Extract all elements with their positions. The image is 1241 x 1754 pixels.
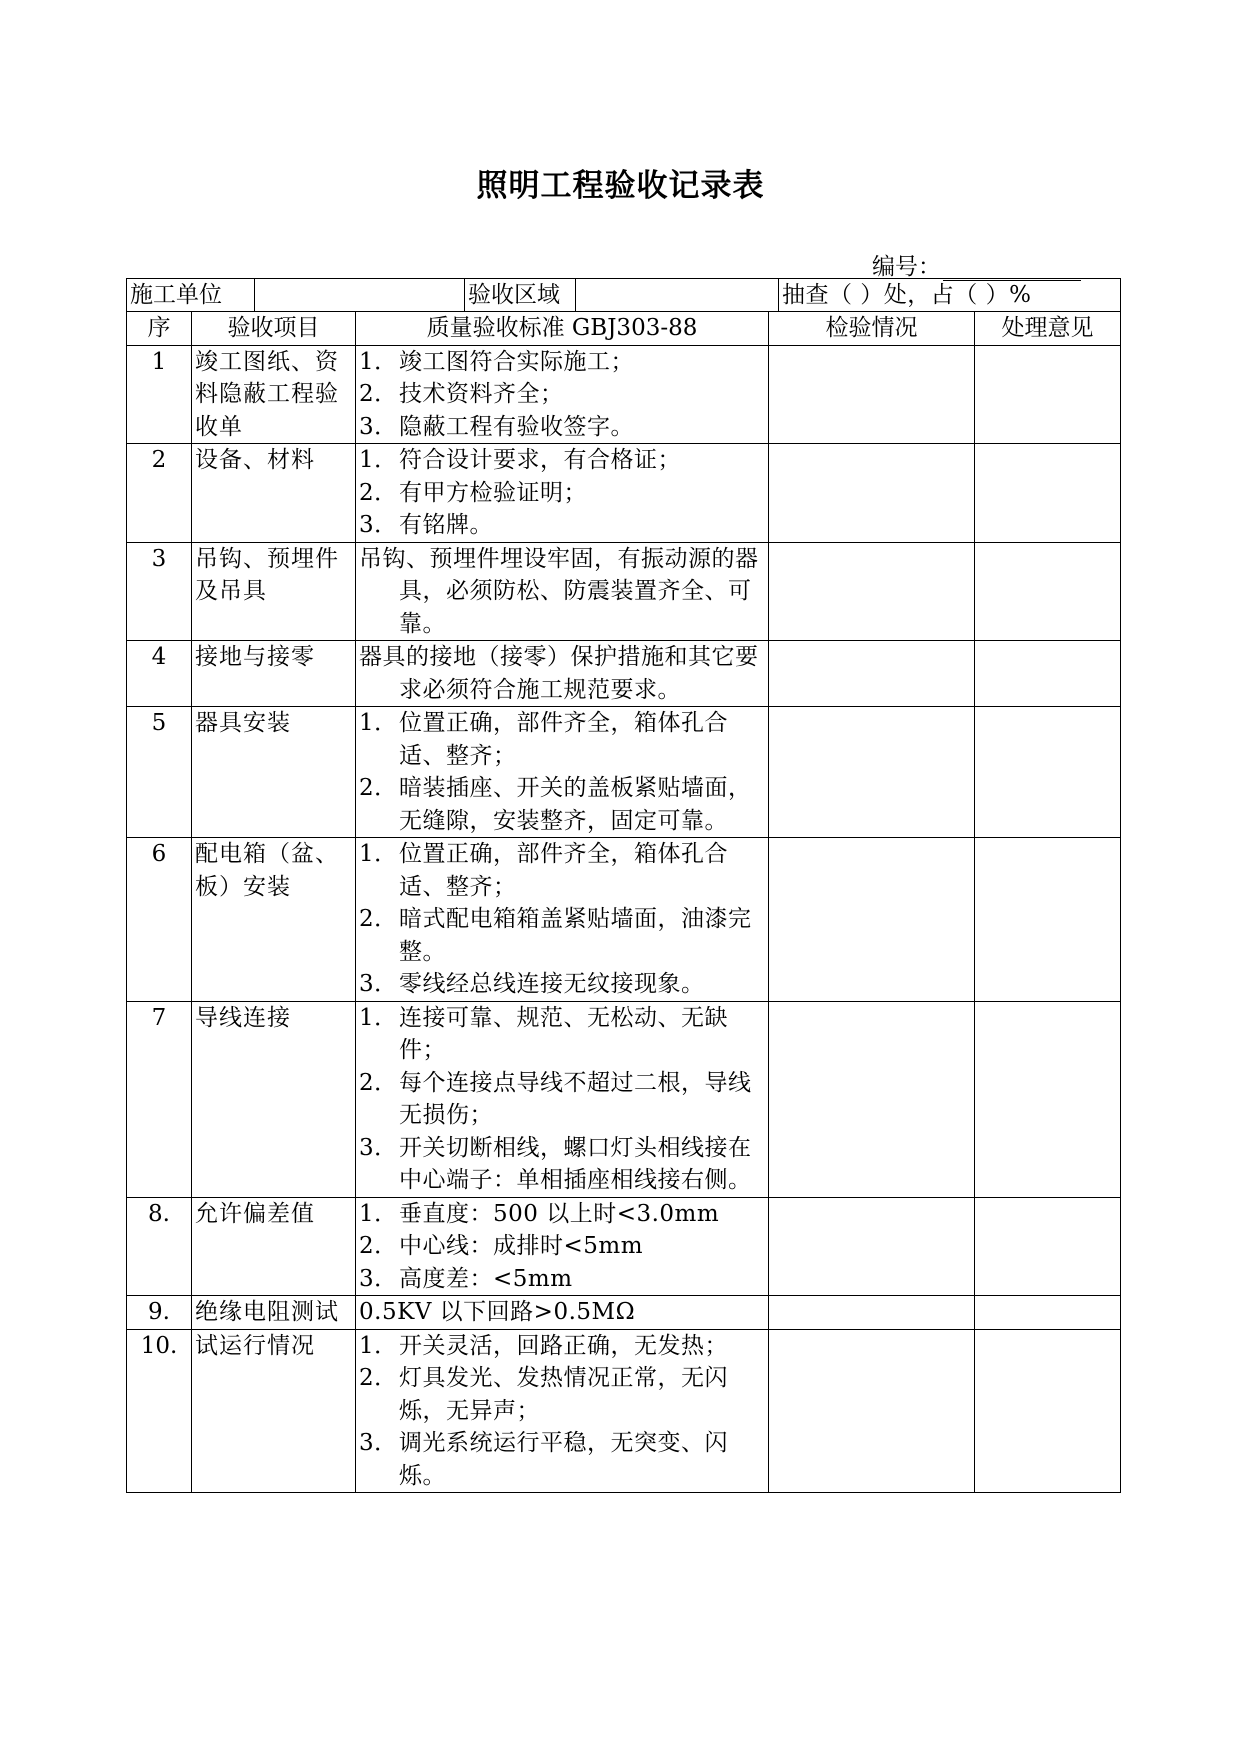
standard-text: 垂直度：500 以上时<3.0mm (399, 1200, 720, 1227)
standard-text: 每个连接点导线不超过二根，导线无损伤； (399, 1069, 752, 1128)
standard-line (359, 1132, 768, 1197)
row-standard (356, 1329, 769, 1493)
area-label: 验收区域 (465, 279, 576, 311)
standard-number: 1． (359, 447, 398, 473)
info-row (127, 279, 1121, 312)
standard-number: 2． (359, 479, 398, 506)
row-inspection-cell[interactable] (769, 838, 975, 1002)
standard-line (359, 477, 768, 510)
row-seq: 4 (127, 641, 192, 707)
standard-text: 暗式配电箱箱盖紧贴墙面，油漆完整。 (399, 906, 752, 965)
table-row (127, 1296, 1121, 1330)
standard-line (359, 968, 768, 1001)
row-seq: 2 (127, 444, 192, 543)
header-seq: 序 (127, 312, 192, 346)
standard-number: 1． (359, 841, 398, 867)
row-item: 配电箱（盆、板）安装 (192, 838, 356, 1002)
table-row (127, 1001, 1121, 1197)
row-standard (356, 838, 769, 1002)
standard-text: 零线经总线连接无纹接现象。 (399, 971, 705, 997)
row-item: 竣工图纸、资料隐蔽工程验收单 (192, 345, 356, 444)
row-seq: 9. (127, 1296, 192, 1330)
row-opinion-cell[interactable] (975, 542, 1121, 641)
standard-line (359, 378, 768, 411)
unit-label: 施工单位 (127, 279, 255, 311)
row-standard (356, 707, 769, 838)
standard-text: 有铭牌。 (399, 512, 493, 538)
standard-text: 吊钩、预埋件埋设牢固，有振动源的器具，必须防松、防震装置齐全、可靠。 (359, 545, 759, 637)
header-standard: 质量验收标准 GBJ303-88 (356, 312, 769, 346)
standard-number: 1． (359, 1004, 398, 1031)
standard-number: 2． (359, 1233, 398, 1259)
standard-number: 2． (359, 775, 398, 801)
row-opinion-cell[interactable] (975, 838, 1121, 1002)
row-opinion-cell[interactable] (975, 1329, 1121, 1493)
row-standard (356, 444, 769, 543)
row-seq: 10. (127, 1329, 192, 1493)
row-inspection-cell[interactable] (769, 1296, 975, 1330)
row-inspection-cell[interactable] (769, 1329, 975, 1493)
row-standard (356, 1197, 769, 1296)
row-inspection-cell[interactable] (769, 444, 975, 543)
standard-number: 2． (359, 1069, 398, 1096)
standard-number: 2． (359, 1365, 398, 1391)
row-opinion-cell[interactable] (975, 1197, 1121, 1296)
page-title: 照明工程验收记录表 (476, 168, 765, 204)
standard-text: 符合设计要求，有合格证； (399, 447, 681, 473)
standard-text: 技术资料齐全； (399, 381, 564, 407)
standard-number: 3． (359, 413, 398, 440)
standard-text: 连接可靠、规范、无松动、无缺件； (399, 1004, 728, 1063)
acceptance-table (126, 278, 1121, 1493)
standard-line (359, 1263, 768, 1296)
row-opinion-cell[interactable] (975, 641, 1121, 707)
row-seq: 7 (127, 1001, 192, 1197)
row-seq: 5 (127, 707, 192, 838)
standard-line (359, 444, 768, 477)
standard-text: 有甲方检验证明； (399, 479, 587, 506)
standard-text: 暗装插座、开关的盖板紧贴墙面，无缝隙，安装整齐，固定可靠。 (399, 775, 752, 834)
row-opinion-cell[interactable] (975, 444, 1121, 543)
row-item: 器具安装 (192, 707, 356, 838)
standard-number: 3． (359, 1265, 398, 1292)
standard-line (359, 903, 768, 968)
standard-text: 隐蔽工程有验收签字。 (399, 413, 634, 440)
table-row (127, 641, 1121, 707)
standard-number: 1． (359, 1200, 398, 1227)
row-standard (356, 542, 769, 641)
row-seq: 6 (127, 838, 192, 1002)
row-seq: 8. (127, 1197, 192, 1296)
row-inspection-cell[interactable] (769, 1197, 975, 1296)
standard-line (359, 1330, 768, 1363)
row-inspection-cell[interactable] (769, 542, 975, 641)
table-row (127, 542, 1121, 641)
row-item: 绝缘电阻测试 (192, 1296, 356, 1330)
standard-line (359, 346, 768, 379)
row-opinion-cell[interactable] (975, 1296, 1121, 1330)
sample-text: 抽查（ ）处，占（ ）% (782, 282, 1032, 308)
standard-line (359, 1362, 768, 1427)
row-inspection-cell[interactable] (769, 1001, 975, 1197)
standard-number: 1． (359, 710, 398, 736)
row-seq: 1 (127, 345, 192, 444)
standard-text: 中心线：成排时<5mm (399, 1233, 644, 1259)
row-item: 吊钩、预埋件及吊具 (192, 542, 356, 641)
standard-number: 1． (359, 1332, 398, 1359)
unit-value[interactable] (255, 279, 465, 311)
standard-line (359, 1198, 768, 1231)
standard-line (359, 1230, 768, 1263)
header-row (127, 312, 1121, 346)
table-row (127, 838, 1121, 1002)
standard-line (359, 1002, 768, 1067)
header-inspection: 检验情况 (769, 312, 975, 346)
standard-line (359, 509, 768, 542)
standard-text: 开关灵活，回路正确，无发热； (399, 1332, 728, 1359)
standard-text: 竣工图符合实际施工； (399, 348, 634, 375)
row-item: 试运行情况 (192, 1329, 356, 1493)
row-inspection-cell[interactable] (769, 345, 975, 444)
row-inspection-cell[interactable] (769, 641, 975, 707)
row-seq: 3 (127, 542, 192, 641)
row-standard (356, 1001, 769, 1197)
header-opinion: 处理意见 (975, 312, 1121, 346)
standard-number: 2． (359, 381, 398, 407)
standard-line (359, 772, 768, 837)
table-row (127, 707, 1121, 838)
standard-number: 3． (359, 971, 398, 997)
standard-line (359, 1427, 768, 1492)
standard-number: 3． (359, 512, 398, 538)
standard-text: 高度差：<5mm (399, 1265, 573, 1292)
row-item: 设备、材料 (192, 444, 356, 543)
row-standard (356, 1296, 769, 1330)
standard-text: 开关切断相线，螺口灯头相线接在中心端子：单相插座相线接右侧。 (399, 1134, 752, 1193)
standard-text: 位置正确，部件齐全，箱体孔合适、整齐； (399, 841, 728, 900)
standard-number: 1． (359, 348, 398, 375)
row-item: 导线连接 (192, 1001, 356, 1197)
table-row (127, 345, 1121, 444)
standard-line (359, 411, 768, 444)
area-value[interactable] (576, 279, 779, 311)
number-field (872, 248, 1081, 281)
table-row (127, 444, 1121, 543)
standard-text: 器具的接地（接零）保护措施和其它要求必须符合施工规范要求。 (359, 644, 759, 703)
standard-text: 0.5KV 以下回路>0.5MΩ (359, 1299, 636, 1325)
standard-number: 2． (359, 906, 398, 932)
standard-number: 3． (359, 1134, 398, 1161)
row-item: 允许偏差值 (192, 1197, 356, 1296)
row-opinion-cell[interactable] (975, 345, 1121, 444)
row-opinion-cell[interactable] (975, 707, 1121, 838)
table-row (127, 1197, 1121, 1296)
number-label: 编号： (872, 254, 941, 280)
standard-line (359, 838, 768, 903)
standard-line (359, 707, 768, 772)
table-row (127, 1329, 1121, 1493)
standard-line (359, 1067, 768, 1132)
row-inspection-cell[interactable] (769, 707, 975, 838)
standard-text: 灯具发光、发热情况正常，无闪烁，无异声； (399, 1365, 728, 1424)
row-opinion-cell[interactable] (975, 1001, 1121, 1197)
standard-text: 调光系统运行平稳，无突变、闪烁。 (399, 1430, 728, 1489)
row-item: 接地与接零 (192, 641, 356, 707)
row-standard (356, 641, 769, 707)
row-standard (356, 345, 769, 444)
standard-text: 位置正确，部件齐全，箱体孔合适、整齐； (399, 710, 728, 769)
header-item: 验收项目 (192, 312, 356, 346)
standard-number: 3． (359, 1430, 398, 1456)
